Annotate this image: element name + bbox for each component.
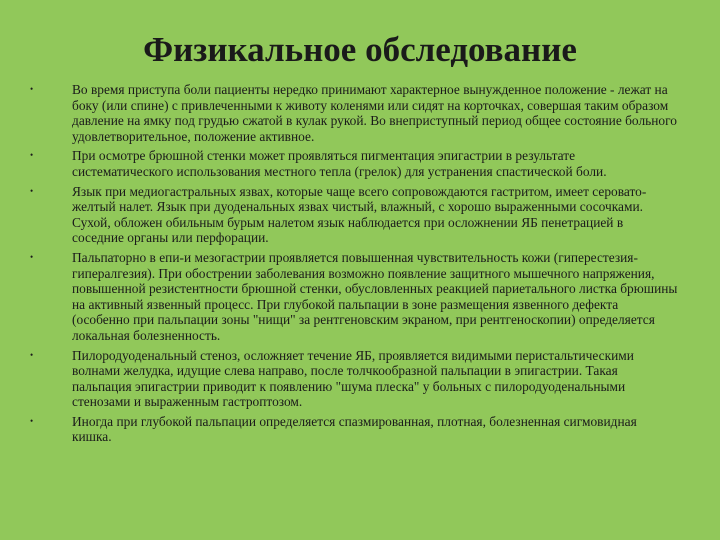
- list-item: [30, 82, 678, 144]
- list-item: [30, 414, 678, 445]
- bullet-list: [30, 82, 678, 449]
- bullet-text: Пилородуоденальный стеноз, осложняет течение ЯБ, проявляется видимыми перистальтическими волнами желудка, идущие слева направо, после толчкообразной пальпации в эпигастрии. Такая пальпация эпигастрии приводит к появлению "шума плеска" у больных с пилородуоденальными стенозами и выраженным гастроптозом.: [72, 347, 634, 410]
- list-item: [30, 184, 678, 246]
- bullet-text: При осмотре брюшной стенки может проявляться пигментация эпигастрии в результате систематического использования местного тепла (грелок) для устранения спастической боли.: [72, 148, 607, 179]
- bullet-text: Пальпаторно в епи-и мезогастрии проявляется повышенная чувствительность кожи (гиперестезия-гипералгезия). При обострении заболевания возможно появление защитного мышечного напряжения, повышенной резистентности брюшной стенки, обусловленных реакцией париетального листка брюшины на активный язвенный процесс. При глубокой пальпации в зоне размещения язвенного дефекта (особенно при пальпации зоны "нищи" за рентгеновским экраном, при рентгеноскопии) определяется локальная болезненность.: [72, 249, 678, 343]
- bullet-text: Язык при медиогастральных язвах, которые чаще всего сопровождаются гастритом, имеет серовато-желтый налет. Язык при дуоденальных язвах чистый, влажный, с хорошо выраженными сосочками. Сухой, обложен обильным бурым налетом язык наблюдается при осложнении ЯБ пенетрацией в соседние органы или перфорации.: [72, 183, 647, 246]
- bullet-icon: •: [30, 185, 34, 196]
- bullet-icon: •: [30, 415, 34, 426]
- list-item: [30, 348, 678, 410]
- list-item: [30, 250, 678, 344]
- bullet-text: Во время приступа боли пациенты нередко принимают характерное вынужденное положение - лежат на боку (или спине) с привлеченными к животу коленями или сидят на корточках, совершая таким образом давление на ямку под грудью сжатой в кулак рукой. Во внеприступный период общее состояние больного удовлетворительное, положение активное.: [72, 82, 677, 144]
- bullet-icon: •: [30, 150, 34, 161]
- bullet-icon: •: [30, 349, 34, 360]
- bullet-text: Иногда при глубокой пальпации определяется спазмированная, плотная, болезненная сигмовидная кишка.: [72, 413, 637, 445]
- list-item: [30, 148, 678, 179]
- bullet-icon: •: [30, 84, 34, 94]
- bullet-icon: •: [30, 251, 34, 262]
- slide-title: Физикальное обследование: [143, 30, 577, 69]
